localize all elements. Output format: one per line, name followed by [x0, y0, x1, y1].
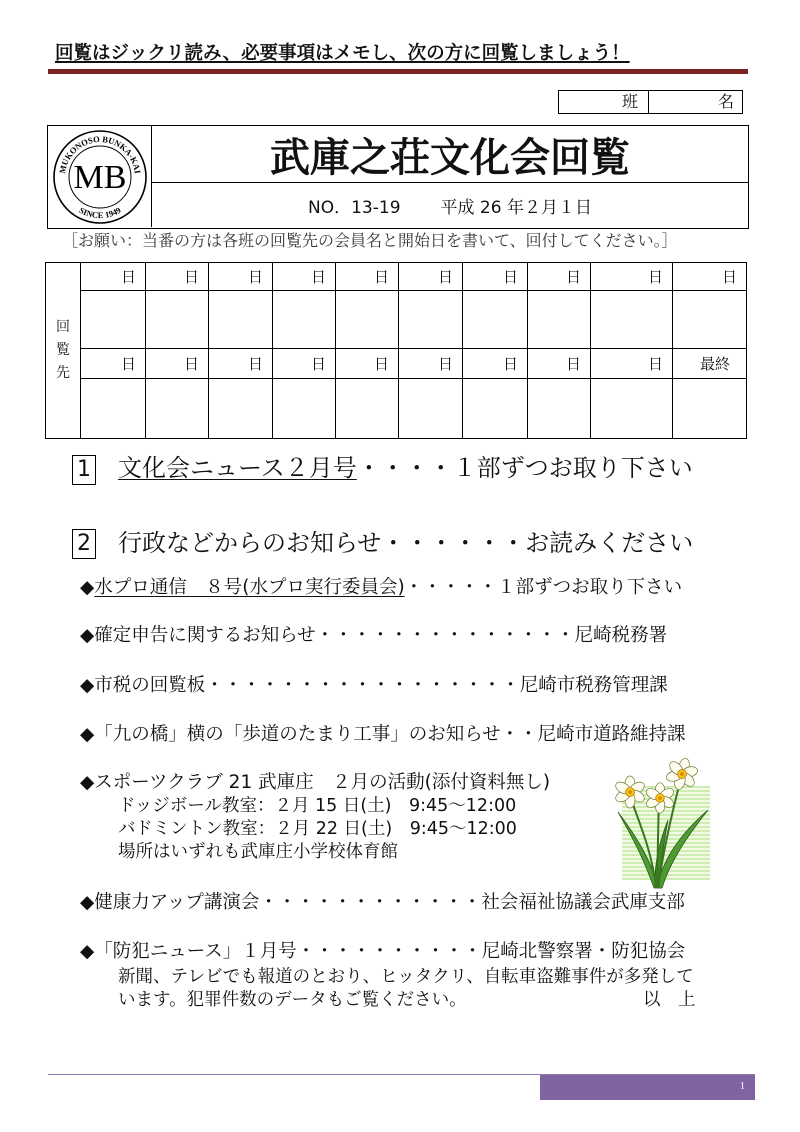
closing-mark: 以 上 — [643, 990, 696, 1010]
day-cell: 日 — [146, 263, 209, 291]
logo-cell — [48, 126, 152, 227]
section-number-2: 2 — [72, 529, 96, 559]
day-cell: 日 — [336, 263, 399, 291]
notice-item: ◆「九の橋」横の「歩道のたまり工事」のお知らせ・・尼崎市道路維持課 — [80, 724, 686, 745]
notice-item: ◆確定申告に関するお知らせ・・・・・・・・・・・・・・尼崎税務署 — [80, 625, 668, 646]
day-cell: 日 — [273, 263, 336, 291]
day-cell: 日 — [273, 349, 336, 379]
notice-detail: ドッジボール教室：２月 15 日(土) 9:45～12:00 — [118, 796, 517, 816]
day-cell: 日 — [336, 349, 399, 379]
notice-detail: 場所はいずれも武庫庄小学校体育館 — [118, 842, 398, 862]
footer-bar — [540, 1075, 755, 1100]
recipient-cell — [273, 379, 336, 439]
group-label: 班 — [559, 91, 649, 113]
banner-divider — [48, 69, 748, 74]
day-cell: 日 — [146, 349, 209, 379]
day-cell: 日 — [528, 349, 591, 379]
upper-day-row — [46, 263, 747, 291]
circulation-table — [45, 262, 747, 439]
section-heading-1 — [118, 452, 693, 484]
flower-center — [658, 796, 662, 800]
lower-recipient-row — [46, 379, 747, 439]
request-note: ［お願い：当番の方は各班の回覧先の会員名と開始日を書いて、回付してください。］ — [62, 231, 678, 250]
recipient-cell — [591, 379, 673, 439]
circulation-label-cell — [46, 263, 81, 439]
recipient-cell — [146, 379, 209, 439]
issue-number: NO．13-19 — [308, 198, 401, 218]
day-cell: 日 — [209, 263, 273, 291]
notice-detail: バドミントン教室：２月 22 日(土) 9:45～12:00 — [118, 819, 517, 839]
reading-instruction-banner: 回覧はジックリ読み、必要事項はメモし、次の方に回覧しましょう！ — [55, 43, 630, 64]
logo-arc-bottom-path-text: SINCE 1949 — [77, 204, 123, 221]
group-name-box — [558, 90, 743, 114]
lower-day-row — [46, 349, 747, 379]
name-label: 名 — [717, 92, 734, 111]
recipient-cell — [399, 291, 463, 349]
notice-item: ◆「防犯ニュース」１月号・・・・・・・・・・尼崎北警察署・防犯協会 — [80, 941, 686, 962]
recipient-cell — [336, 291, 399, 349]
day-cell: 日 — [399, 263, 463, 291]
upper-recipient-row — [46, 291, 747, 349]
recipient-cell — [463, 291, 528, 349]
day-cell: 日 — [463, 263, 528, 291]
recipient-cell — [146, 291, 209, 349]
logo-arc-top-path-text: MUKONOSO BUNKA-KAI — [57, 133, 143, 175]
circular-title: 武庫之荘文化会回覧 — [152, 126, 748, 183]
section-heading-2: 行政などからのお知らせ・・・・・・お読みください — [118, 529, 694, 557]
notice-item — [80, 576, 682, 600]
logo-arc-bottom-text — [78, 205, 123, 220]
recipient-cell — [81, 379, 146, 439]
notice-item: ◆市税の回覧板・・・・・・・・・・・・・・・・・尼崎市税務管理課 — [80, 675, 668, 696]
recipient-cell — [273, 291, 336, 349]
day-cell: 日 — [463, 349, 528, 379]
recipient-cell — [528, 379, 591, 439]
circulation-label: 回覧先 — [56, 319, 70, 381]
day-cell: 日 — [399, 349, 463, 379]
recipient-cell — [209, 379, 273, 439]
recipient-cell — [463, 379, 528, 439]
notice-title: 水プロ通信 ８号(水プロ実行委員会) — [94, 577, 405, 598]
section-number-1: 1 — [72, 455, 96, 485]
recipient-cell — [399, 379, 463, 439]
recipient-cell — [673, 291, 747, 349]
day-cell: 日 — [591, 349, 673, 379]
day-cell: 日 — [591, 263, 673, 291]
recipient-cell — [336, 379, 399, 439]
recipient-cell — [81, 291, 146, 349]
section-1-title: 文化会ニュース２月号 — [118, 454, 357, 482]
section-1-rest: ・・・・１部ずつお取り下さい — [356, 454, 693, 482]
daffodil-illustration — [604, 750, 718, 890]
issue-info — [152, 183, 748, 228]
day-cell: 日 — [528, 263, 591, 291]
recipient-cell — [673, 379, 747, 439]
mb-logo — [48, 126, 152, 227]
day-cell: 日 — [673, 263, 747, 291]
logo-monogram: MB — [73, 159, 127, 196]
notice-item: ◆スポーツクラブ 21 武庫庄 ２月の活動(添付資料無し) — [80, 772, 551, 793]
issue-date: 平成 26 年２月１日 — [440, 198, 592, 218]
notice-rest: ・・・・・１部ずつお取り下さい — [404, 577, 683, 598]
notice-detail: 新聞、テレビでも報道のとおり、ヒッタクリ、自転車盗難事件が多発して — [118, 967, 694, 987]
notice-detail: います。犯罪件数のデータもご覧ください。 — [118, 990, 467, 1010]
header-box — [47, 125, 749, 229]
recipient-cell — [591, 291, 673, 349]
day-cell: 日 — [209, 349, 273, 379]
day-cell: 日 — [81, 263, 146, 291]
notice-bullet: ◆ — [80, 577, 95, 598]
recipient-cell — [528, 291, 591, 349]
page-number: 1 — [740, 1081, 745, 1092]
notice-item: ◆健康力アップ講演会・・・・・・・・・・・・社会福祉協議会武庫支部 — [80, 892, 685, 913]
final-cell: 最終 — [673, 349, 747, 379]
flower-center — [628, 790, 632, 794]
recipient-cell — [209, 291, 273, 349]
day-cell: 日 — [81, 349, 146, 379]
